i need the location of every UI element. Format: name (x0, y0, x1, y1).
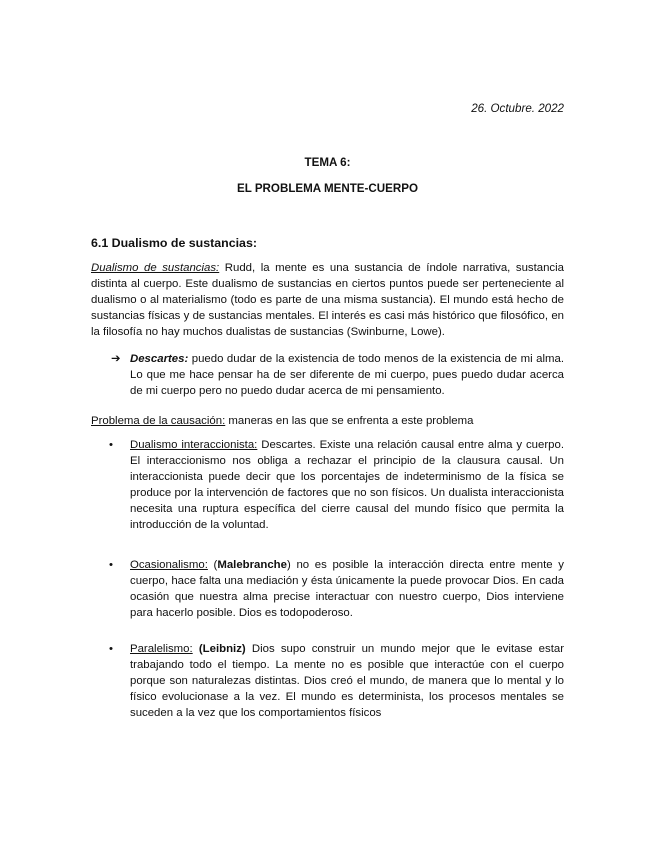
position-term: Paralelismo: (130, 643, 193, 655)
descartes-text: puedo dudar de la existencia de todo menos de la existencia de mi alma. Lo que me hace pensar ha de ser diferente de mi cuerpo, pues puedo dudar acerca de mi cuerpo pero no puedo dudar acerca de mi pensamiento. (130, 353, 564, 397)
position-text: Descartes. Existe una relación causal entre alma y cuerpo. El interaccionismo nos obliga a rechazar el principio de la clausura causal. Un interaccionista puede decir que los porcentajes de indeterminismo de la física se produce por la intervención de factores que no son físicos. Un dualista interaccionista necesita una ruptura específica del cierre causal del mundo físico que permita la introducción de la voluntad. (130, 439, 564, 531)
position-paralelismo (109, 641, 564, 721)
position-author: Malebranche (217, 559, 287, 571)
position-text: Dios supo construir un mundo mejor que le evitase estar trabajando todo el tiempo. La mente no es posible que interactúe con el cuerpo porque son naturalezas distintas. Dios creó el mundo, de manera que lo mental y lo físico evolucionase a la vez. El mundo es determinista, los procesos mentales se suceden a la vez que los comportamientos físicos (130, 643, 564, 719)
document-date: 26. Octubre. 2022 (471, 102, 564, 115)
topic-title: EL PROBLEMA MENTE-CUERPO (237, 182, 418, 195)
position-pre: ( (207, 559, 218, 571)
arrow-bullet-icon: ➔ (111, 353, 121, 365)
intro-text: Rudd, la mente es una sustancia de índole narrativa, sustancia distinta al cuerpo. Este dualismo de sustancias en ciertos puntos puede ser perteneciente al dualismo o al materialismo (todo es parte de una misma sustancia). El mundo está hecho de sustancias físicas y de sustancias mentales. El interés es casi más histórico que filosófico, en la filosofía no hay muchos dualistas de sustancias (Swinburne, Lowe). (91, 262, 564, 338)
section-heading: 6.1 Dualismo de sustancias: (91, 236, 257, 250)
topic-number: TEMA 6: (304, 156, 351, 169)
intro-paragraph (91, 260, 564, 340)
causation-paragraph (91, 413, 564, 429)
bullet-icon: • (109, 559, 113, 571)
bullet-icon: • (109, 439, 113, 451)
descartes-item (111, 351, 564, 399)
position-interaccionista (109, 437, 564, 533)
bullet-icon: • (109, 643, 113, 655)
position-author: (Leibniz) (198, 643, 246, 655)
position-term: Ocasionalismo: (130, 559, 208, 571)
causation-text: maneras en las que se enfrenta a este problema (225, 415, 474, 427)
intro-term: Dualismo de sustancias: (91, 262, 220, 274)
position-ocasionalismo (109, 557, 564, 621)
position-term: Dualismo interaccionista: (130, 439, 258, 451)
position-text: ) no es posible la interacción directa entre mente y cuerpo, hace falta una mediación y ésta únicamente la puede provocar Dios. En cada ocasión que nuestra alma precise interactuar con nuestro cuerpo, Dios interviene para hacerlo posible. Dios es todopoderoso. (130, 559, 564, 619)
descartes-name: Descartes: (130, 353, 189, 365)
causation-term: Problema de la causación: (91, 415, 226, 427)
